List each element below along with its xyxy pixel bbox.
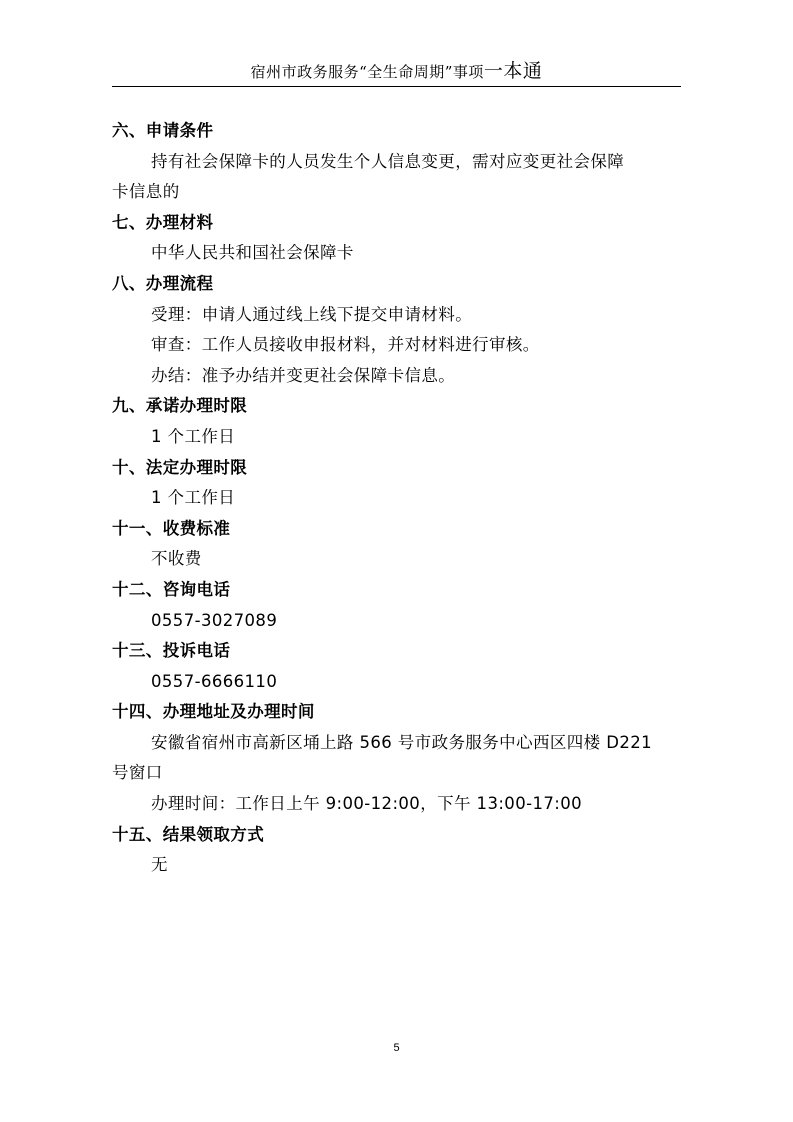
process-step-accept: 受理：申请人通过线上线下提交申请材料。 [151, 304, 473, 324]
header-divider [112, 86, 681, 87]
document-body [112, 116, 682, 881]
application-conditions-text: 持有社会保障卡的人员发生个人信息变更，需对应变更社会保障 [151, 151, 625, 171]
page-number: 5 [393, 1042, 400, 1054]
inquiry-phone-text: 0557-3027089 [151, 610, 278, 630]
address-text-cont: 号窗口 [112, 763, 163, 783]
materials-text: 中华人民共和国社会保障卡 [151, 243, 354, 263]
section-heading-promised-time: 九、承诺办理时限 [112, 396, 248, 416]
section-heading-result-delivery: 十五、结果领取方式 [112, 824, 265, 844]
promised-time-text: 1 个工作日 [151, 426, 236, 446]
result-delivery-text: 无 [151, 855, 168, 875]
office-hours-text: 办理时间：工作日上午 9:00-12:00，下午 13:00-17:00 [151, 794, 583, 814]
section-heading-application-conditions: 六、申请条件 [112, 121, 214, 140]
page-header [0, 60, 793, 83]
section-heading-process: 八、办理流程 [112, 273, 214, 293]
process-step-complete: 办结：准予办结并变更社会保障卡信息。 [151, 365, 456, 385]
section-heading-inquiry-phone: 十二、咨询电话 [112, 579, 231, 599]
application-conditions-text-cont: 卡信息的 [112, 182, 180, 202]
section-heading-materials: 七、办理材料 [112, 212, 214, 232]
legal-time-text: 1 个工作日 [151, 488, 236, 508]
process-step-review: 审查：工作人员接收申报材料，并对材料进行审核。 [151, 335, 540, 355]
section-heading-complaint-phone: 十三、投诉电话 [112, 641, 231, 661]
section-heading-address-hours: 十四、办理地址及办理时间 [112, 702, 315, 722]
address-text: 安徽省宿州市高新区埇上路 566 号市政务服务中心西区四楼 D221 [151, 732, 653, 752]
header-title-suffix: 一本通 [483, 60, 543, 82]
fees-text: 不收费 [151, 549, 202, 569]
section-heading-legal-time: 十、法定办理时限 [112, 457, 248, 477]
header-title: 宿州市政务服务“全生命周期”事项 [250, 63, 484, 81]
complaint-phone-text: 0557-6666110 [151, 671, 278, 691]
section-heading-fees: 十一、收费标准 [112, 518, 231, 538]
